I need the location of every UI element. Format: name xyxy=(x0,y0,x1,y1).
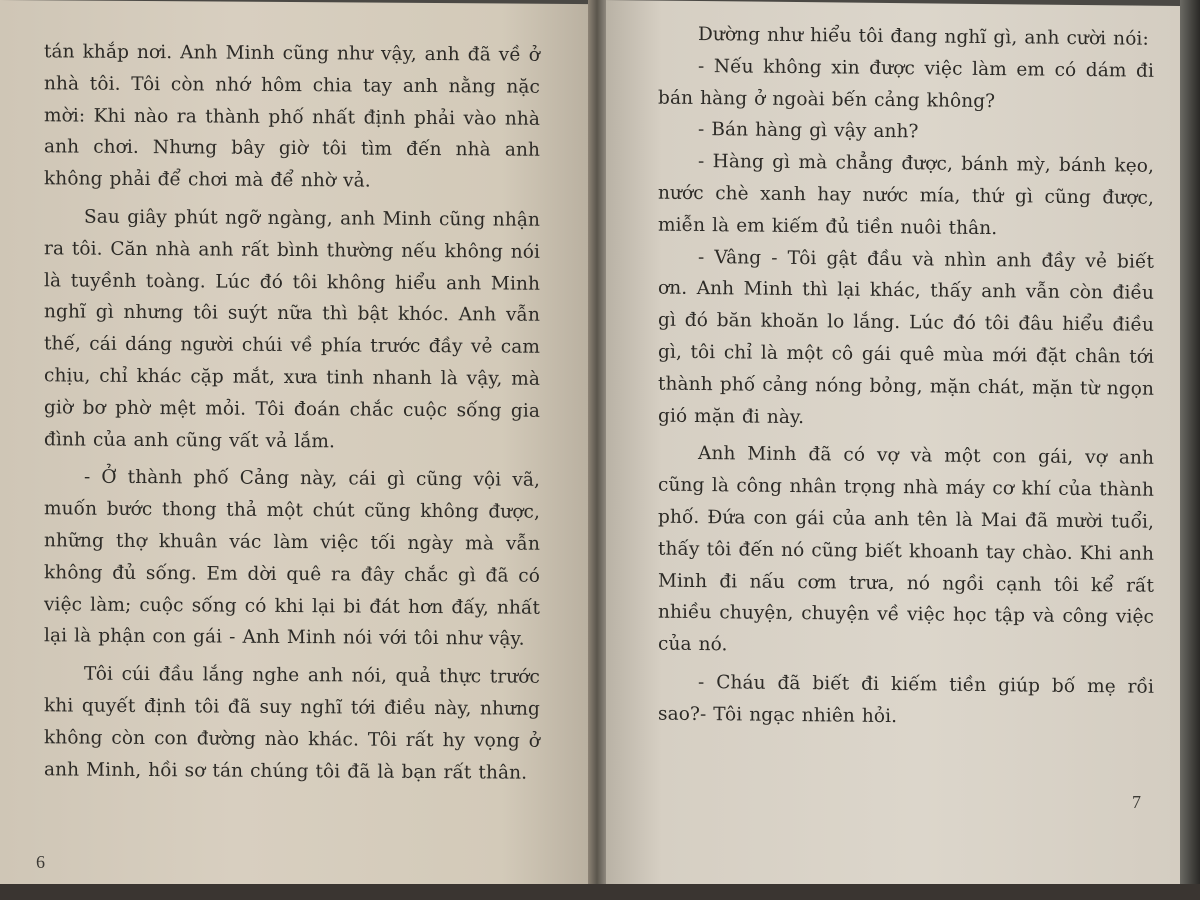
right-paragraph-7: - Cháu đã biết đi kiếm tiền giúp bố mẹ rồi sao?- Tôi ngạc nhiên hỏi. xyxy=(658,671,1154,727)
left-paragraph-3: - Ở thành phố Cảng này, cái gì cũng vội vã, muốn bước thong thả một chút cũng không được, những thợ khuân vác làm việc tối ngày mà vẫn không đủ sống. Em dời quê ra đây chắc gì đã có việc làm; cuộc sống có khi lại bi đát hơn đấy, nhất lại là phận con gái - Anh Minh nói với tôi như vậy. xyxy=(44,466,540,651)
right-page-number: 7 xyxy=(1132,792,1141,812)
table-surface xyxy=(0,884,1200,900)
book-spine xyxy=(588,0,606,900)
right-paragraph-1: Dường như hiểu tôi đang nghĩ gì, anh cười nói: xyxy=(698,23,1149,50)
page-edge xyxy=(1180,0,1200,900)
left-page-number: 6 xyxy=(36,852,45,872)
left-paragraph-2: Sau giây phút ngỡ ngàng, anh Minh cũng nhận ra tôi. Căn nhà anh rất bình thường nếu không nói là tuyềnh toàng. Lúc đó tôi không hiểu anh Minh nghĩ gì nhưng tôi suýt nữa thì bật khóc. Anh vẫn thế, cái dáng người chúi về phía trước đầy vẻ cam chịu, chỉ khác cặp mắt, xưa tinh nhanh là vậy, mà giờ bơ phờ mệt mỏi. Tôi đoán chắc cuộc sống gia đình của anh cũng vất vả lắm. xyxy=(44,206,540,452)
right-paragraph-3: - Bán hàng gì vậy anh? xyxy=(698,119,919,143)
left-paragraph-4: Tôi cúi đầu lắng nghe anh nói, quả thực trước khi quyết định tôi đã suy nghĩ tới điều này, nhưng không còn con đường nào khác. Tôi rất hy vọng ở anh Minh, hồi sơ tán chúng tôi đã là bạn rất thân. xyxy=(44,663,540,784)
right-page xyxy=(604,0,1180,896)
right-paragraph-5: - Vâng - Tôi gật đầu và nhìn anh đầy vẻ biết ơn. Anh Minh thì lại khác, thấy anh vẫn còn điều gì đó băn khoăn lo lắng. Lúc đó tôi đâu hiểu điều gì, tôi chỉ là một cô gái quê mùa mới đặt chân tới thành phố cảng nóng bỏng, mặn chát, mặn từ ngọn gió mặn đi này. xyxy=(658,246,1154,428)
left-page xyxy=(0,0,590,894)
right-paragraph-2: - Nếu không xin được việc làm em có dám đi bán hàng ở ngoài bến cảng không? xyxy=(658,55,1154,112)
right-paragraph-4: - Hàng gì mà chẳng được, bánh mỳ, bánh kẹo, nước chè xanh hay nước mía, thứ gì cũng được, miễn là em kiếm đủ tiền nuôi thân. xyxy=(658,151,1154,239)
right-paragraph-6: Anh Minh đã có vợ và một con gái, vợ anh cũng là công nhân trọng nhà máy cơ khí của thành phố. Đứa con gái của anh tên là Mai đã mười tuổi, thấy tôi đến nó cũng biết khoanh tay chào. Khi anh Minh đi nấu cơm trưa, nó ngồi cạnh tôi kể rất nhiều chuyện, chuyện về việc học tập và công việc của nó. xyxy=(658,443,1154,656)
left-paragraph-1: tán khắp nơi. Anh Minh cũng như vậy, anh đã về ở nhà tôi. Tôi còn nhớ hôm chia tay anh nằng nặc mời: Khi nào ra thành phố nhất định phải vào nhà anh chơi. Nhưng bây giờ tôi tìm đến nhà anh không phải để chơi mà để nhờ vả. xyxy=(44,41,540,192)
